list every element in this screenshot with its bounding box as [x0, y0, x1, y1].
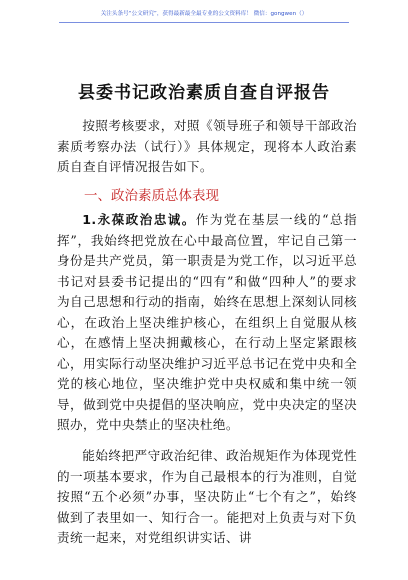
- paragraph-discipline-block: [57, 446, 357, 549]
- paragraph-loyalty-lead: 1.永葆政治忠诚。: [82, 212, 196, 227]
- paragraph-loyalty-block: [57, 210, 357, 436]
- section-heading: 一、政治素质总体表现: [84, 188, 219, 204]
- banner-text: 关注头条号“公文研究”，获得最新最全最专业的公文资料库！ 微信：gongwen（）: [100, 11, 308, 17]
- paragraph-loyalty-body: 作为党在基层一线的“总指挥”，我始终把党放在心中最高位置，牢记自己第一身份是共产党员，第一职责是为党工作，以习近平总书记对县委书记提出的“四有”和做“四种人”的要求为自己思想和行动的指南，始终在思想上深刻认同核心，在政治上坚决维护核心，在组织上自觉服从核心，在感情上坚决拥戴核心，在行动上坚定紧跟核心，用实际行动坚决维护习近平总书记在党中央和全党的核心地位，坚决维护党中央权威和集中统一领导，做到党中央提倡的坚决响应，党中央决定的坚决照办，党中央禁止的坚决杜绝。: [57, 212, 357, 432]
- source-banner: [0, 9, 408, 23]
- document-title: 县委书记政治素质自查自评报告: [78, 83, 330, 103]
- paragraph-loyalty: [57, 210, 357, 436]
- banner-divider: [59, 22, 349, 23]
- paragraph-discipline: 能始终把严守政治纪律、政治规矩作为体现党性的一项基本要求，作为自己最根本的行为准则，自觉按照“五个必须”办事，坚决防止“七个有之”，始终做到了表里如一、知行合一。能把对上负责与对下负责统一起来，对党组织讲实话、讲: [57, 448, 357, 545]
- intro-paragraph: 按照考核要求，对照《领导班子和领导干部政治素质考察办法（试行）》具体规定，现将本人政治素质自查自评情况报告如下。: [57, 118, 357, 174]
- intro-paragraph-block: [57, 116, 357, 178]
